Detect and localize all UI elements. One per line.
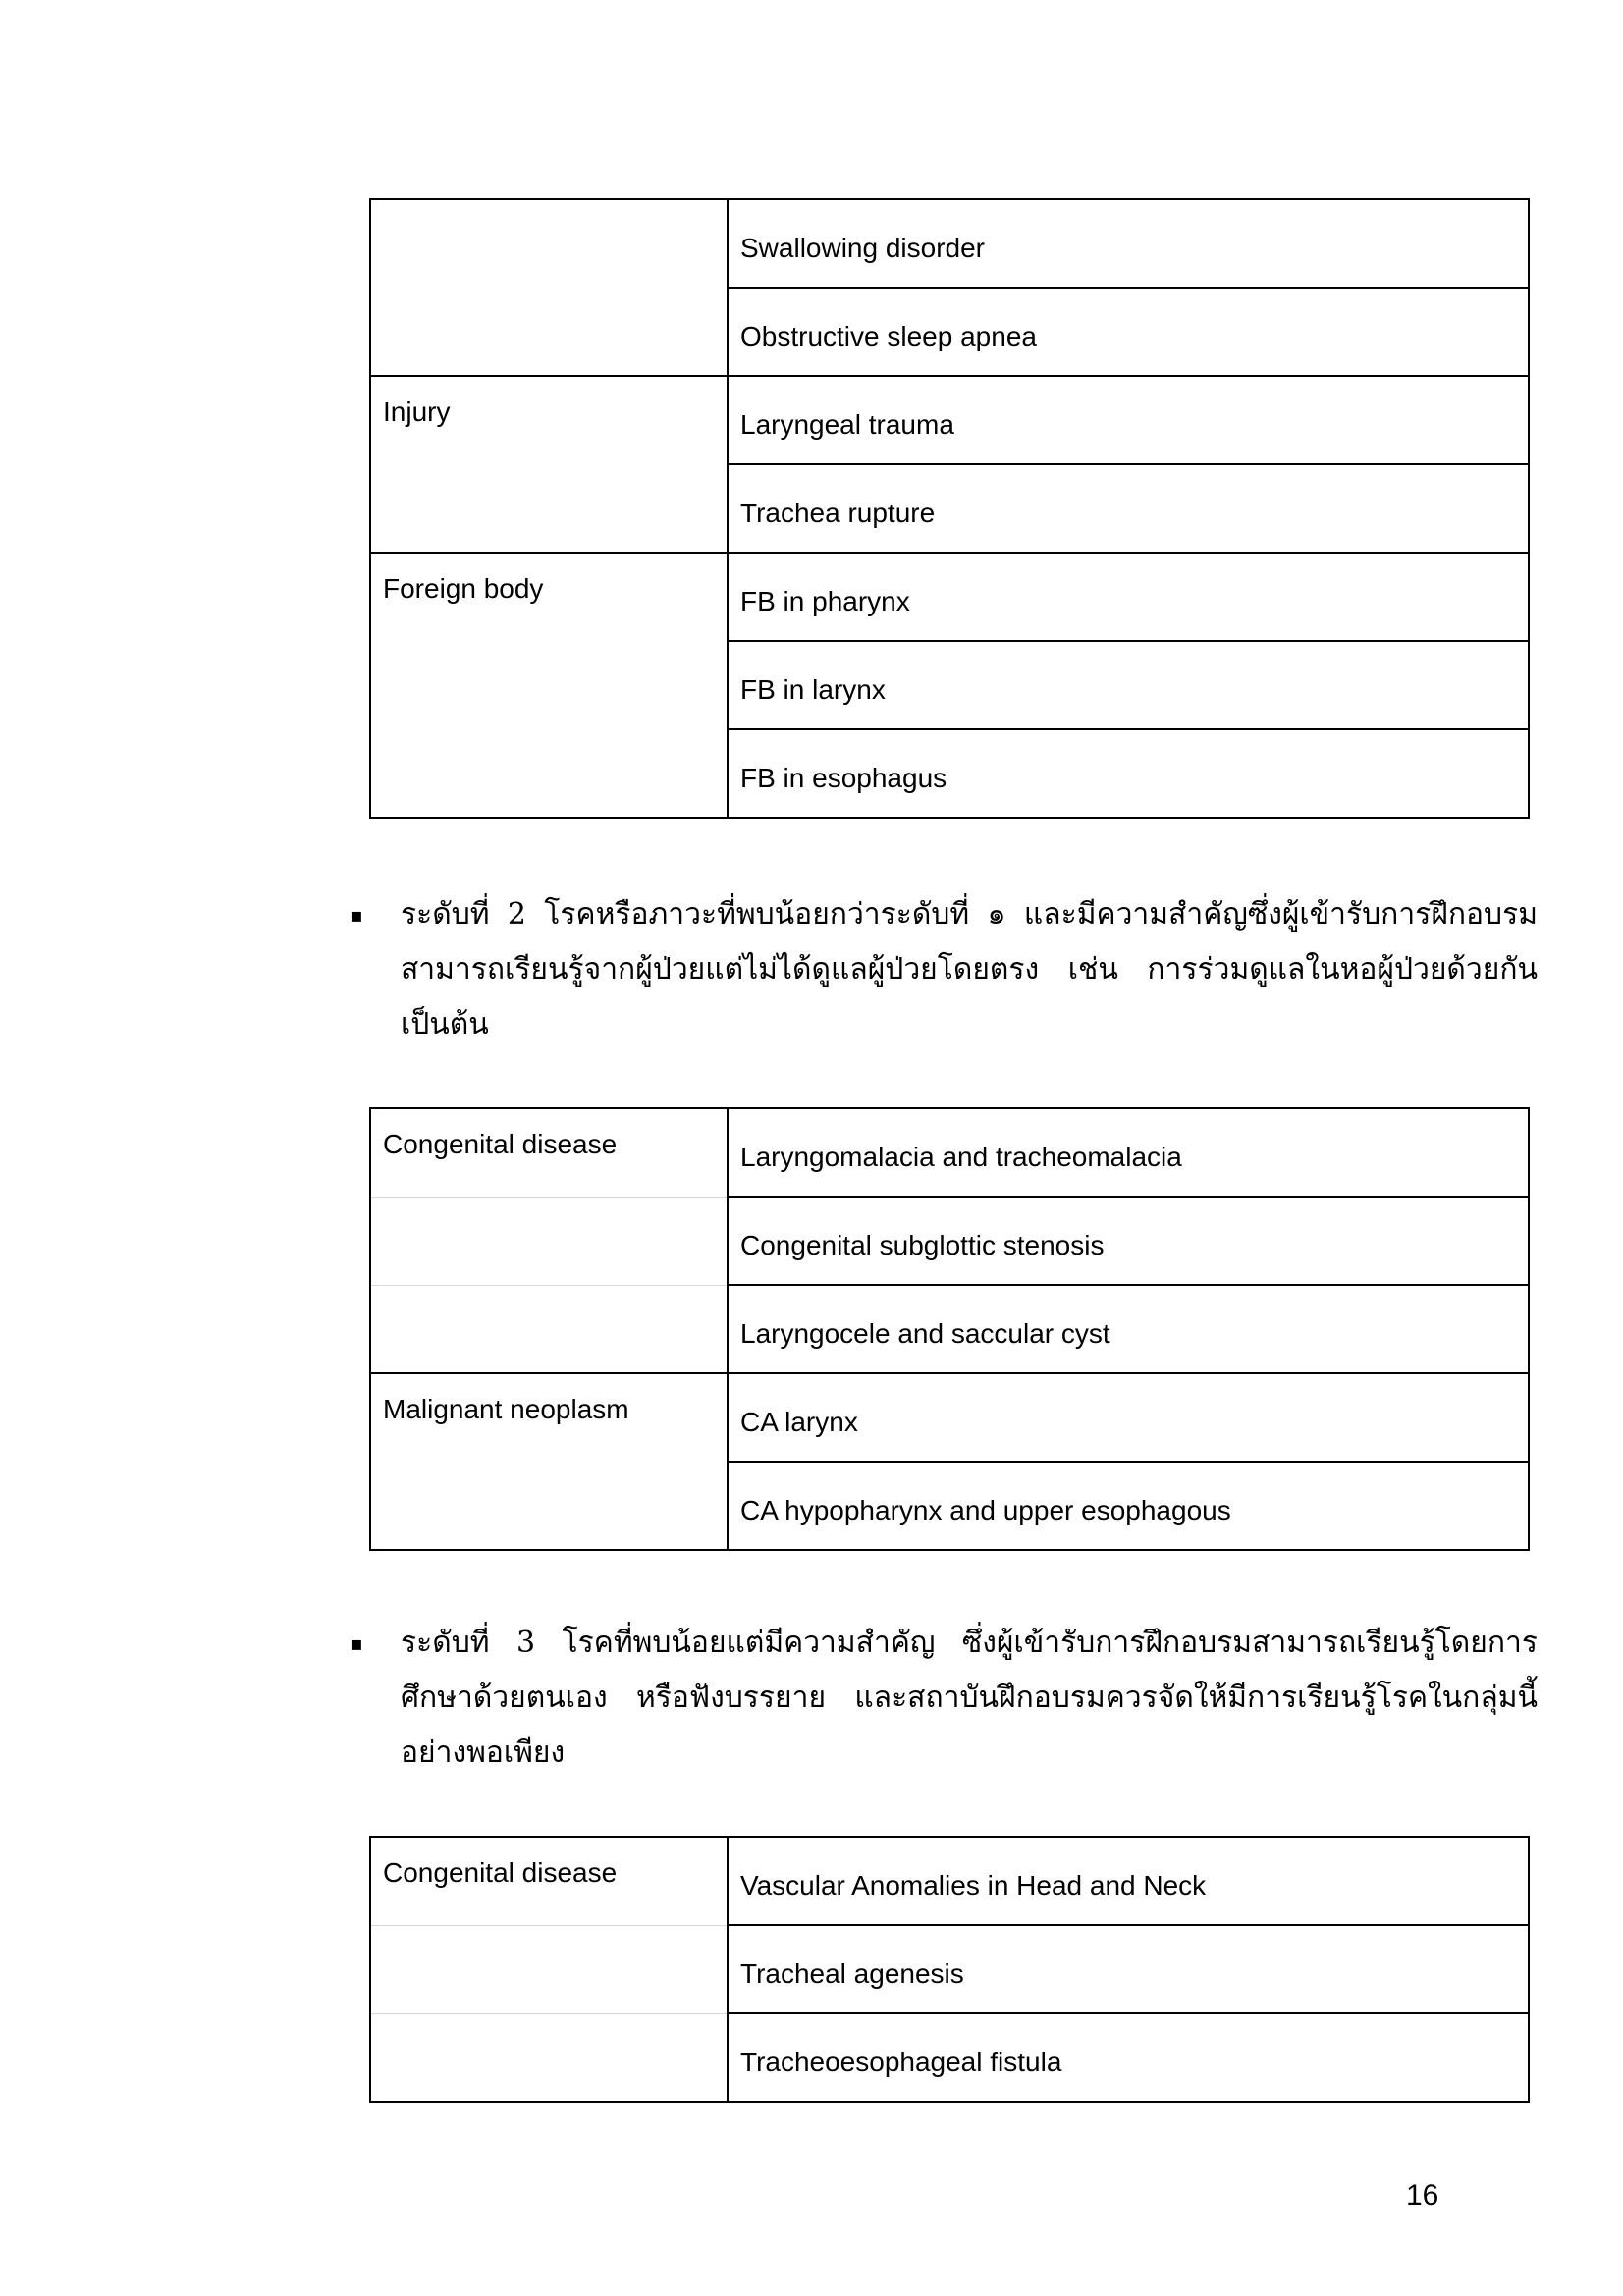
item-cell: Tracheoesophageal fistula [728, 2013, 1529, 2102]
table-row [370, 1108, 1529, 1197]
category-cell: Congenital disease [370, 1108, 728, 1197]
table-row [370, 553, 1529, 641]
item-cell: Vascular Anomalies in Head and Neck [728, 1837, 1529, 1925]
category-cell [370, 288, 728, 376]
category-cell: Malignant neoplasm [370, 1373, 728, 1462]
table-row [370, 1462, 1529, 1550]
page-number: 16 [1406, 2179, 1439, 2212]
table-row [370, 1925, 1529, 2013]
table-row [370, 376, 1529, 464]
bullet-marker: ▪ [350, 1631, 363, 1655]
category-cell [370, 1285, 728, 1373]
item-cell: Congenital subglottic stenosis [728, 1197, 1529, 1285]
item-cell: Laryngeal trauma [728, 376, 1529, 464]
category-cell [370, 199, 728, 288]
category-cell: Congenital disease [370, 1837, 728, 1925]
table-row [370, 464, 1529, 553]
category-cell [370, 729, 728, 818]
item-cell: Swallowing disorder [728, 199, 1529, 288]
table-row [370, 1373, 1529, 1462]
level-2-disease-table [369, 1107, 1530, 1551]
category-cell [370, 1462, 728, 1550]
item-cell: Laryngocele and saccular cyst [728, 1285, 1529, 1373]
category-cell: Injury [370, 376, 728, 464]
item-cell: Tracheal agenesis [728, 1925, 1529, 2013]
level-2-description [350, 887, 1538, 1052]
bullet-marker: ▪ [350, 903, 363, 927]
disease-table-continued [369, 198, 1530, 819]
item-cell: FB in pharynx [728, 553, 1529, 641]
item-cell: Obstructive sleep apnea [728, 288, 1529, 376]
paragraph-text: ระดับที่ 2 โรคหรือภาวะที่พบน้อยกว่าระดับที่ ๑ และมีความสำคัญซึ่งผู้เข้ารับการฝึกอบรมสามารถเรียนรู้จากผู้ป่วยแต่ไม่ได้ดูแลผู้ป่วยโดยตรง เช่น การร่วมดูแลในหอผู้ป่วยด้วยกัน เป็นต้น [401, 897, 1538, 1041]
category-cell [370, 1925, 728, 2013]
category-cell [370, 464, 728, 553]
level-3-disease-table [369, 1836, 1530, 2103]
category-cell [370, 1197, 728, 1285]
item-cell: Trachea rupture [728, 464, 1529, 553]
table-row [370, 1285, 1529, 1373]
category-cell [370, 2013, 728, 2102]
table-row [370, 1197, 1529, 1285]
table-row [370, 2013, 1529, 2102]
category-cell [370, 641, 728, 729]
table-row [370, 1837, 1529, 1925]
table-row [370, 729, 1529, 818]
item-cell: CA larynx [728, 1373, 1529, 1462]
category-cell: Foreign body [370, 553, 728, 641]
table-row [370, 288, 1529, 376]
item-cell: FB in esophagus [728, 729, 1529, 818]
item-cell: FB in larynx [728, 641, 1529, 729]
table-row [370, 199, 1529, 288]
item-cell: Laryngomalacia and tracheomalacia [728, 1108, 1529, 1197]
level-3-description [350, 1616, 1538, 1781]
item-cell: CA hypopharynx and upper esophagous [728, 1462, 1529, 1550]
table-row [370, 641, 1529, 729]
paragraph-text: ระดับที่ 3 โรคที่พบน้อยแต่มีความสำคัญ ซึ่งผู้เข้ารับการฝึกอบรมสามารถเรียนรู้โดยการศึกษาด้วยตนเอง หรือฟังบรรยาย และสถาบันฝึกอบรมควรจัดให้มีการเรียนรู้โรคในกลุ่มนี้อย่างพอเพียง [401, 1626, 1538, 1770]
